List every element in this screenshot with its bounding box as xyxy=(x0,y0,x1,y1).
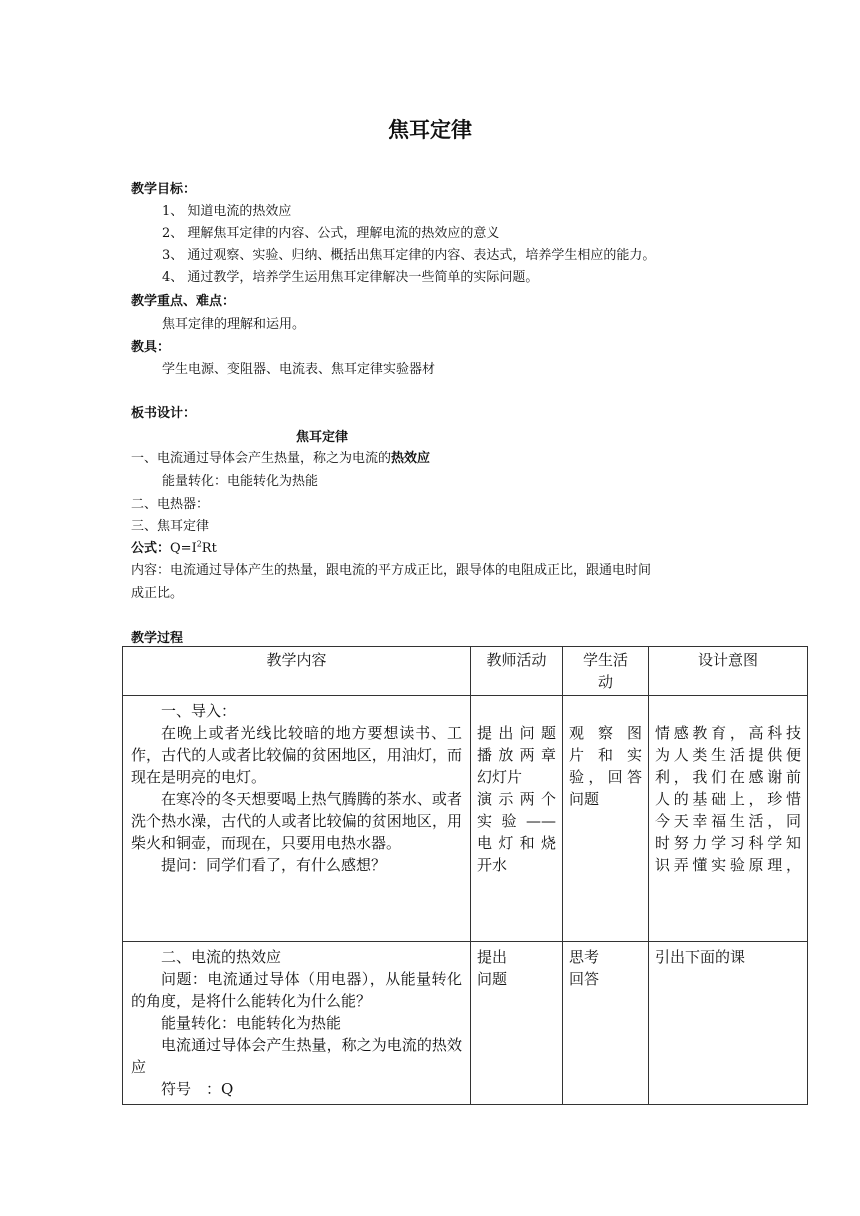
row1-student-line: 片和实 xyxy=(569,746,642,764)
row2-intent xyxy=(649,942,808,1105)
board-content-line-1: 内容：电流通过导体产生的热量，跟电流的平方成正比，跟导体的电阻成正比，跟通电时间 xyxy=(131,563,652,578)
row2-content xyxy=(123,942,471,1105)
row2-student-line: 回答 xyxy=(569,970,600,988)
row1-student xyxy=(563,696,649,942)
formula-part-a: Q=I xyxy=(170,541,197,556)
objective-item: 3、 通过观察、实验、归纳、概括出焦耳定律的内容、表达式，培养学生相应的能力。 xyxy=(162,248,656,263)
row2-intent-line: 引出下面的课 xyxy=(655,948,746,966)
table-header-row xyxy=(123,647,808,696)
row1-teacher-line: 播放两章 xyxy=(477,746,556,764)
row1-content-line: 一、导入： xyxy=(161,702,237,720)
row1-teacher-line: 开水 xyxy=(477,856,508,874)
row2-content-line: 电流通过导体会产生热量，称之为电流的热效应 xyxy=(131,1036,462,1076)
row1-intent-line: 识弄懂实验原理， xyxy=(655,856,801,874)
board-heading: 板书设计： xyxy=(131,406,197,421)
row1-teacher-line: 演示两个 xyxy=(477,790,556,808)
row1-intent-line: 今天幸福生活，同 xyxy=(655,812,801,830)
row1-intent-line: 为人类生活提供便 xyxy=(655,746,801,764)
row2-teacher xyxy=(471,942,563,1105)
header-student: 学生活动 xyxy=(563,647,649,696)
header-teacher: 教师活动 xyxy=(471,647,563,696)
process-table xyxy=(122,646,808,1105)
row2-teacher-line: 提出 xyxy=(477,948,508,966)
tools-heading: 教具： xyxy=(131,340,171,355)
row2-content-line: 二、电流的热效应 xyxy=(161,948,282,966)
objective-item: 4、 通过教学，培养学生运用焦耳定律解决一些简单的实际问题。 xyxy=(162,270,539,285)
row1-student-line: 观察图 xyxy=(569,724,642,742)
row1-content-line: 在晚上或者光线比较暗的地方要想读书、工作，古代的人或者比较偏的贫困地区，用油灯，而现在是明亮的电灯。 xyxy=(131,724,462,786)
row1-intent-line: 人的基础上，珍惜 xyxy=(655,790,801,808)
row2-content-line: 问题：电流通过导体（用电器），从能量转化的角度，是将什么能转化为什么能？ xyxy=(131,970,462,1010)
objectives-heading: 教学目标： xyxy=(131,182,197,197)
row2-student-line: 思考 xyxy=(569,948,600,966)
board-subtitle: 焦耳定律 xyxy=(296,430,349,445)
board-line-1-text: 一、电流通过导体会产生热量，称之为电流的 xyxy=(131,451,392,466)
key-points-heading: 教学重点、难点： xyxy=(131,294,236,309)
board-line-4: 三、焦耳定律 xyxy=(131,519,210,534)
document-title: 焦耳定律 xyxy=(388,118,472,142)
tools-text: 学生电源、变阻器、电流表、焦耳定律实验器材 xyxy=(162,362,436,377)
row1-content-line: 提问：同学们看了，有什么感想？ xyxy=(161,856,387,874)
row1-student-line: 问题 xyxy=(569,790,600,808)
row1-teacher-line: 提出问题 xyxy=(477,724,556,742)
board-content-line-2: 成正比。 xyxy=(131,586,184,601)
board-formula xyxy=(131,537,217,556)
row1-intent xyxy=(649,696,808,942)
row1-content xyxy=(123,696,471,942)
formula-exponent: 2 xyxy=(196,539,202,549)
board-line-3: 二、电热器： xyxy=(131,497,210,512)
row1-intent-line: 时努力学习科学知 xyxy=(655,834,801,852)
row1-student-line: 验，回答 xyxy=(569,768,642,786)
formula-part-b: Rt xyxy=(201,541,217,556)
row2-content-line: 能量转化：电能转化为热能 xyxy=(161,1014,342,1032)
objective-item: 1、 知道电流的热效应 xyxy=(162,204,292,219)
row1-teacher-line: 幻灯片 xyxy=(477,768,523,786)
header-intent: 设计意图 xyxy=(649,647,808,696)
process-heading: 教学过程 xyxy=(131,631,184,646)
key-points-text: 焦耳定律的理解和运用。 xyxy=(162,317,306,332)
row1-teacher xyxy=(471,696,563,942)
table-row xyxy=(123,696,808,942)
row2-student xyxy=(563,942,649,1105)
row1-teacher-line: 实验—— xyxy=(477,812,556,830)
objective-item: 2、 理解焦耳定律的内容、公式，理解电流的热效应的意义 xyxy=(162,226,500,241)
row1-content-line: 在寒冷的冬天想要喝上热气腾腾的茶水、或者洗个热水澡，古代的人或者比较偏的贫困地区，用柴火和铜壶，而现在，只要用电热水器。 xyxy=(131,790,462,852)
row2-teacher-line: 问题 xyxy=(477,970,508,988)
row1-teacher-line: 电灯和烧 xyxy=(477,834,556,852)
row1-intent-line: 利，我们在感谢前 xyxy=(655,768,801,786)
heat-effect-term: 热效应 xyxy=(391,451,431,466)
header-content: 教学内容 xyxy=(123,647,471,696)
board-line-1 xyxy=(131,447,430,466)
board-line-2: 能量转化：电能转化为热能 xyxy=(162,474,319,489)
row2-content-line: 符号 ：Q xyxy=(161,1080,234,1098)
formula-label: 公式： xyxy=(131,541,171,556)
row1-intent-line: 情感教育，高科技 xyxy=(655,724,801,742)
table-row xyxy=(123,942,808,1105)
